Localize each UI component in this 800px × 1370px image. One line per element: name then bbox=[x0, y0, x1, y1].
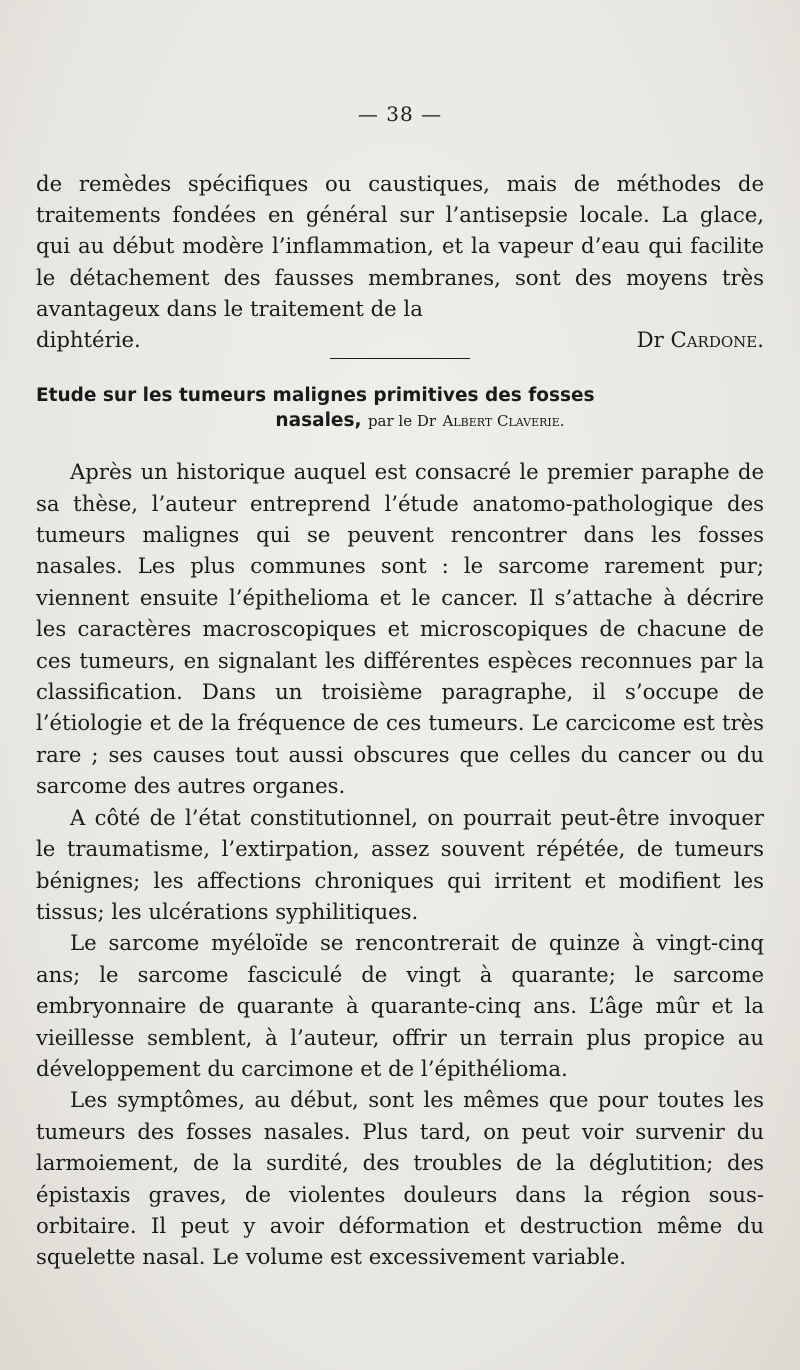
signature-name: Cardone. bbox=[670, 327, 764, 353]
article-title-line2: nasales, bbox=[275, 410, 362, 432]
signature bbox=[637, 324, 764, 355]
page-number: — 38 — bbox=[357, 102, 443, 126]
section-divider bbox=[330, 358, 470, 359]
article-title bbox=[36, 383, 764, 434]
article-paragraph-3: Le sarcome myéloïde se rencontrerait de quinze à vingt-cinq ans; le sarcome fasciculé de vingt à quarante; le sarcome embryonnaire de quarante à quarante-cinq ans. L’âge mûr et la vieillesse semblent, à l’auteur, offrir un terrain plus propice au développement du carcimone et de l’épithélioma. bbox=[36, 930, 764, 1081]
article-title-line2-wrap bbox=[36, 408, 764, 434]
article bbox=[36, 383, 764, 1273]
previous-article-ending bbox=[36, 168, 764, 355]
article-author: Albert Claverie. bbox=[442, 412, 565, 431]
article-byline: par le Dr bbox=[367, 412, 437, 431]
article-paragraph-4: Les symptômes, au début, sont les mêmes que pour toutes les tumeurs des fosses nasales. Plus tard, on peut voir survenir du larmoiement, de la surdité, des troubles de la déglutition; des épistaxis graves, de violentes douleurs dans la région sous-orbitaire. Il peut y avoir déformation et destruction même du squelette nasal. Le volume est excessivement variable. bbox=[36, 1087, 764, 1270]
article-title-line1: Etude sur les tumeurs malignes primitives des fosses bbox=[36, 385, 595, 407]
signature-prefix: Dr bbox=[636, 327, 664, 353]
previous-article-last-word: diphtérie. bbox=[36, 327, 141, 353]
previous-article-last-line bbox=[36, 324, 764, 355]
previous-article-text: de remèdes spécifiques ou caustiques, mais de méthodes de traitements fondées en général sur l’antisepsie locale. La glace, qui au début modère l’inflammation, et la vapeur d’eau qui facilite le détachement des fausses membranes, sont des moyens très avantageux dans le traitement de la bbox=[36, 171, 764, 321]
article-paragraph-2: A côté de l’état constitutionnel, on pourrait peut-être invoquer le traumatisme, l’extirpation, assez souvent répétée, de tumeurs bénignes; les affections chroniques qui irritent et modifient les tissus; les ulcérations syphilitiques. bbox=[36, 804, 764, 924]
article-paragraph-1: Après un historique auquel est consacré le premier paraphe de sa thèse, l’auteur entreprend l’étude anatomo-pathologique des tumeurs malignes qui se peuvent rencontrer dans les fosses nasales. Les plus communes sont : le sarcome rarement pur; viennent ensuite l’épithelioma et le cancer. Il s’attache à décrire les caractères macroscopiques et microscopiques de chacune de ces tumeurs, en signalant les différentes espèces reconnues par la classification. Dans un troisième paragraphe, il s’occupe de l’étiologie et de la fréquence de ces tumeurs. Le carcicome est très rare ; ses causes tout aussi obscures que celles du cancer ou du sarcome des autres organes. bbox=[36, 459, 764, 799]
